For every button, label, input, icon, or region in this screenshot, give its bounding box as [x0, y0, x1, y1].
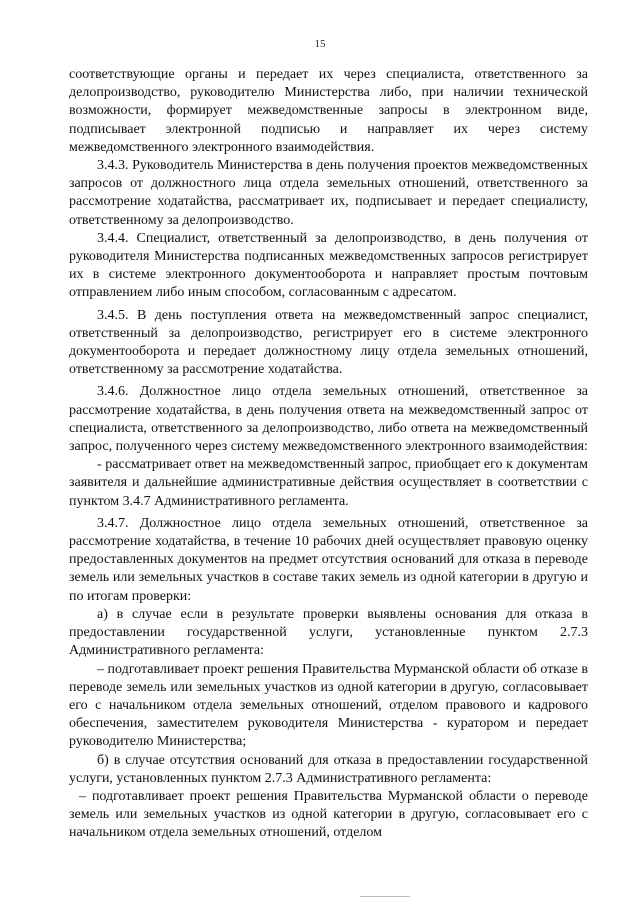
- paragraph-3-4-5: 3.4.5. В день поступления ответа на межведомственный запрос специалист, ответственный за делопроизводство, регистрирует его в системе электронного документооборота и передает должностному лицу отдела земельных отношений, ответственному за рассмотрение ходатайства.: [69, 307, 588, 378]
- subitem-a: а) в случае если в результате проверки выявлены основания для отказа в предоставлении государственной услуги, установленные пунктом 2.7.3 Административного регламента:: [69, 606, 588, 659]
- list-item-refusal-draft: – подготавливает проект решения Правительства Мурманской области об отказе в переводе земель или земельных участков из одной категории в другую, согласовывает его с начальником отдела земельных отношений, отделом правового и кадрового обеспечения, заместителем руководителя Министерства - куратором и передает руководителю Министерства;: [69, 661, 588, 750]
- page-number: 15: [314, 38, 326, 50]
- paragraph-3-4-3: 3.4.3. Руководитель Министерства в день получения проектов межведомственных запросов от должностного лица отдела земельных отношений, ответственного за рассмотрение ходатайства, рассматривает их, подписывает и передает специалисту, ответственному за делопроизводство.: [69, 158, 588, 228]
- document-body: [69, 66, 588, 843]
- paragraph-3-4-6: 3.4.6. Должностное лицо отдела земельных отношений, ответственное за рассмотрение ходатайства, в день получения ответа на межведомственный запрос от специалиста, ответственного за делопроизводство, либо ответа на межведомственный запрос, полученного через систему межведомственного электронного взаимодействия:: [69, 384, 588, 455]
- list-item-review-response: - рассматривает ответ на межведомственный запрос, приобщает его к документам заявителя и дальнейшие административные действия осуществляет в соответствии с пунктом 3.4.7 Административного регламента.: [69, 457, 588, 509]
- paragraph-continuation: соответствующие органы и передает их через специалиста, ответственного за делопроизводство, руководителю Министерства либо, при наличии технической возможности, формирует межведомственные запросы в электронном виде, подписывает электронной подписью и направляет их через систему межведомственного электронного взаимодействия.: [69, 67, 588, 155]
- paragraph-3-4-7: 3.4.7. Должностное лицо отдела земельных отношений, ответственное за рассмотрение ходатайства, в течение 10 рабочих дней осуществляет правовую оценку предоставленных документов на предмет отсутствия оснований для отказа в переводе земель или земельных участков в составе таких земель из одной категории в другую и по итогам проверки:: [69, 515, 588, 604]
- paragraph-3-4-4: 3.4.4. Специалист, ответственный за делопроизводство, в день получения от руководителя Министерства подписанных межведомственных запросов регистрирует их в системе электронного документооборота и направляет простым почтовым отправлением либо иным способом, согласованным с адресатом.: [69, 230, 588, 301]
- footer-rule: [360, 896, 410, 897]
- subitem-b: б) в случае отсутствия оснований для отказа в предоставлении государственной услуги, установленных пунктом 2.7.3 Административного регламента:: [69, 752, 588, 786]
- list-item-transfer-draft: – подготавливает проект решения Правительства Мурманской области о переводе земель или земельных участков из одной категории в другую, согласовывает его с начальником отдела земельных отношений, отделом: [69, 788, 588, 841]
